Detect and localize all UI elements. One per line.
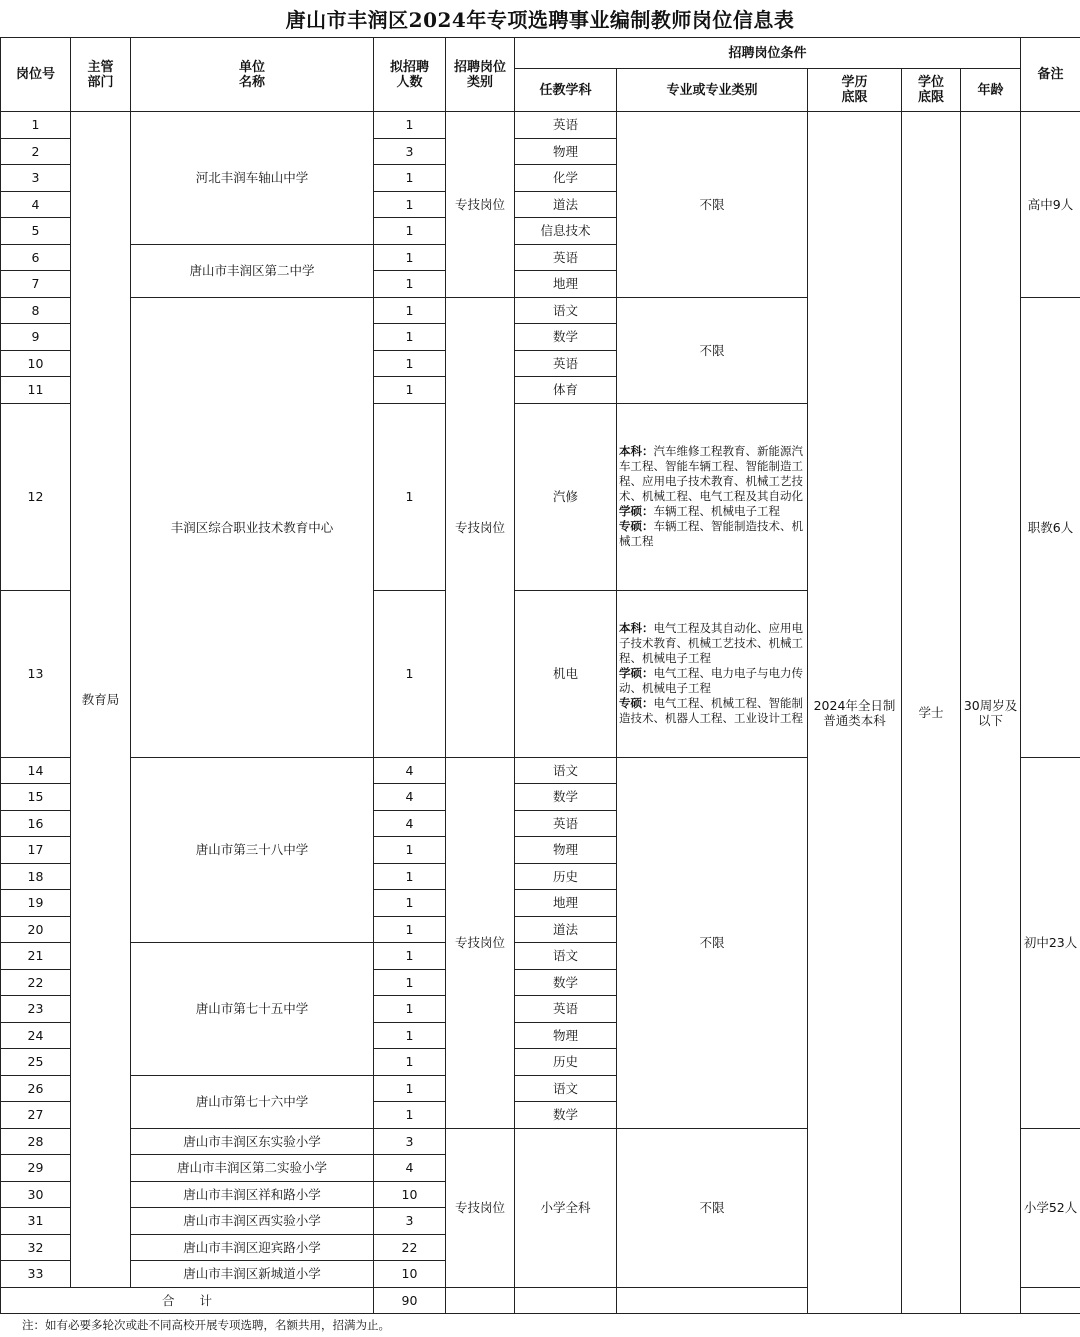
subject-cell: 地理 bbox=[515, 890, 617, 917]
header-age: 年龄 bbox=[961, 69, 1021, 112]
header-unit: 单位 名称 bbox=[131, 38, 374, 112]
post-no: 30 bbox=[1, 1181, 71, 1208]
count-cell: 4 bbox=[374, 810, 446, 837]
count-cell: 22 bbox=[374, 1234, 446, 1261]
post-no: 14 bbox=[1, 757, 71, 784]
subject-cell: 语文 bbox=[515, 1075, 617, 1102]
count-cell: 1 bbox=[374, 165, 446, 192]
unit-cell: 唐山市第三十八中学 bbox=[131, 757, 374, 943]
count-cell: 3 bbox=[374, 138, 446, 165]
category-cell: 专技岗位 bbox=[446, 112, 515, 298]
count-cell: 1 bbox=[374, 1049, 446, 1076]
count-cell: 1 bbox=[374, 403, 446, 590]
category-cell: 专技岗位 bbox=[446, 297, 515, 757]
count-cell: 1 bbox=[374, 112, 446, 139]
post-no: 9 bbox=[1, 324, 71, 351]
subject-cell: 道法 bbox=[515, 916, 617, 943]
header-subject: 任教学科 bbox=[515, 69, 617, 112]
subject-cell: 数学 bbox=[515, 969, 617, 996]
count-cell: 1 bbox=[374, 218, 446, 245]
subject-cell: 英语 bbox=[515, 996, 617, 1023]
post-no: 17 bbox=[1, 837, 71, 864]
post-no: 8 bbox=[1, 297, 71, 324]
header-major: 专业或专业类别 bbox=[617, 69, 808, 112]
post-no: 2 bbox=[1, 138, 71, 165]
post-no: 31 bbox=[1, 1208, 71, 1235]
count-cell: 1 bbox=[374, 916, 446, 943]
remark-cell: 高中9人 bbox=[1021, 112, 1080, 298]
remark-cell: 职教6人 bbox=[1021, 297, 1080, 757]
subject-cell: 英语 bbox=[515, 244, 617, 271]
unit-cell: 河北丰润车轴山中学 bbox=[131, 112, 374, 245]
unit-cell: 唐山市丰润区东实验小学 bbox=[131, 1128, 374, 1155]
count-cell: 4 bbox=[374, 784, 446, 811]
position-table bbox=[0, 37, 1080, 1314]
post-no: 29 bbox=[1, 1155, 71, 1182]
unit-cell: 唐山市丰润区第二实验小学 bbox=[131, 1155, 374, 1182]
count-cell: 4 bbox=[374, 1155, 446, 1182]
category-cell: 专技岗位 bbox=[446, 757, 515, 1128]
count-cell: 1 bbox=[374, 863, 446, 890]
post-no: 18 bbox=[1, 863, 71, 890]
subject-cell: 语文 bbox=[515, 757, 617, 784]
post-no: 25 bbox=[1, 1049, 71, 1076]
unit-cell: 唐山市第七十五中学 bbox=[131, 943, 374, 1076]
empty-cell bbox=[617, 1287, 808, 1314]
category-cell: 专技岗位 bbox=[446, 1128, 515, 1287]
count-cell: 1 bbox=[374, 244, 446, 271]
subject-cell: 历史 bbox=[515, 863, 617, 890]
post-no: 28 bbox=[1, 1128, 71, 1155]
post-no: 26 bbox=[1, 1075, 71, 1102]
count-cell: 3 bbox=[374, 1208, 446, 1235]
count-cell: 1 bbox=[374, 943, 446, 970]
empty-cell bbox=[1021, 1287, 1080, 1314]
post-no: 5 bbox=[1, 218, 71, 245]
post-no: 4 bbox=[1, 191, 71, 218]
post-no: 32 bbox=[1, 1234, 71, 1261]
header-count: 拟招聘 人数 bbox=[374, 38, 446, 112]
post-no: 33 bbox=[1, 1261, 71, 1288]
post-no: 1 bbox=[1, 112, 71, 139]
page-title: 唐山市丰润区2024年专项选聘事业编制教师岗位信息表 bbox=[285, 8, 795, 32]
post-no: 3 bbox=[1, 165, 71, 192]
unit-cell: 唐山市第七十六中学 bbox=[131, 1075, 374, 1128]
header-remark: 备注 bbox=[1021, 38, 1080, 112]
dept-cell: 教育局 bbox=[71, 112, 131, 1288]
post-no: 24 bbox=[1, 1022, 71, 1049]
major-detail-cell: 本科：汽车维修工程教育、新能源汽车工程、智能车辆工程、智能制造工程、应用电子技术教育、机械工艺技术、机械工程、电气工程及其自动化 学硕：车辆工程、机械电子工程 专硕：车辆工程、智能制造技术、机械工程 bbox=[617, 403, 808, 590]
post-no: 23 bbox=[1, 996, 71, 1023]
footnote: 注：如有必要多轮次或赴不同高校开展专项选聘，名额共用，招满为止。 bbox=[22, 1318, 390, 1332]
count-cell: 1 bbox=[374, 1022, 446, 1049]
subject-cell: 物理 bbox=[515, 1022, 617, 1049]
post-no: 27 bbox=[1, 1102, 71, 1129]
subject-cell: 英语 bbox=[515, 350, 617, 377]
post-no: 19 bbox=[1, 890, 71, 917]
subject-cell: 数学 bbox=[515, 324, 617, 351]
major-cell: 不限 bbox=[617, 1128, 808, 1287]
header-conditions: 招聘岗位条件 bbox=[515, 38, 1021, 69]
count-cell: 4 bbox=[374, 757, 446, 784]
age-cell: 30周岁及以下 bbox=[961, 112, 1021, 1314]
major-cell: 不限 bbox=[617, 297, 808, 403]
empty-cell bbox=[446, 1287, 515, 1314]
major-cell: 不限 bbox=[617, 757, 808, 1128]
header-dept: 主管 部门 bbox=[71, 38, 131, 112]
count-cell: 1 bbox=[374, 969, 446, 996]
count-cell: 1 bbox=[374, 271, 446, 298]
unit-cell: 唐山市丰润区祥和路小学 bbox=[131, 1181, 374, 1208]
degree-cell: 学士 bbox=[902, 112, 961, 1314]
unit-cell: 唐山市丰润区西实验小学 bbox=[131, 1208, 374, 1235]
subject-cell: 英语 bbox=[515, 112, 617, 139]
count-cell: 1 bbox=[374, 1102, 446, 1129]
subject-cell: 英语 bbox=[515, 810, 617, 837]
subject-cell: 体育 bbox=[515, 377, 617, 404]
post-no: 20 bbox=[1, 916, 71, 943]
count-cell: 1 bbox=[374, 837, 446, 864]
count-cell: 10 bbox=[374, 1181, 446, 1208]
count-cell: 1 bbox=[374, 191, 446, 218]
post-no: 10 bbox=[1, 350, 71, 377]
subject-cell: 汽修 bbox=[515, 403, 617, 590]
subject-cell: 地理 bbox=[515, 271, 617, 298]
unit-cell: 唐山市丰润区第二中学 bbox=[131, 244, 374, 297]
post-no: 16 bbox=[1, 810, 71, 837]
subject-cell: 小学全科 bbox=[515, 1128, 617, 1287]
header-post-no: 岗位号 bbox=[1, 38, 71, 112]
table-row bbox=[1, 112, 1080, 139]
header-edu: 学历 底限 bbox=[808, 69, 902, 112]
count-cell: 1 bbox=[374, 1075, 446, 1102]
subject-cell: 数学 bbox=[515, 1102, 617, 1129]
count-cell: 1 bbox=[374, 996, 446, 1023]
header-degree: 学位 底限 bbox=[902, 69, 961, 112]
count-cell: 10 bbox=[374, 1261, 446, 1288]
unit-cell: 丰润区综合职业技术教育中心 bbox=[131, 297, 374, 757]
total-label: 合 计 bbox=[1, 1287, 374, 1314]
subject-cell: 物理 bbox=[515, 138, 617, 165]
subject-cell: 数学 bbox=[515, 784, 617, 811]
subject-cell: 信息技术 bbox=[515, 218, 617, 245]
remark-cell: 初中23人 bbox=[1021, 757, 1080, 1128]
subject-cell: 语文 bbox=[515, 297, 617, 324]
major-detail-cell: 本科：电气工程及其自动化、应用电子技术教育、机械工艺技术、机械工程、机械电子工程 学硕：电气工程、电力电子与电力传动、机械电子工程 专硕：电气工程、机械工程、智能制造技术、机器人工程、工业设计工程 bbox=[617, 590, 808, 757]
subject-cell: 语文 bbox=[515, 943, 617, 970]
subject-cell: 历史 bbox=[515, 1049, 617, 1076]
edu-cell: 2024年全日制普通类本科 bbox=[808, 112, 902, 1314]
unit-cell: 唐山市丰润区迎宾路小学 bbox=[131, 1234, 374, 1261]
unit-cell: 唐山市丰润区新城道小学 bbox=[131, 1261, 374, 1288]
post-no: 6 bbox=[1, 244, 71, 271]
empty-cell bbox=[515, 1287, 617, 1314]
count-cell: 1 bbox=[374, 890, 446, 917]
post-no: 7 bbox=[1, 271, 71, 298]
subject-cell: 物理 bbox=[515, 837, 617, 864]
post-no: 22 bbox=[1, 969, 71, 996]
subject-cell: 机电 bbox=[515, 590, 617, 757]
total-value: 90 bbox=[374, 1287, 446, 1314]
post-no: 13 bbox=[1, 590, 71, 757]
count-cell: 3 bbox=[374, 1128, 446, 1155]
subject-cell: 道法 bbox=[515, 191, 617, 218]
post-no: 21 bbox=[1, 943, 71, 970]
post-no: 12 bbox=[1, 403, 71, 590]
post-no: 11 bbox=[1, 377, 71, 404]
count-cell: 1 bbox=[374, 297, 446, 324]
post-no: 15 bbox=[1, 784, 71, 811]
remark-cell: 小学52人 bbox=[1021, 1128, 1080, 1287]
count-cell: 1 bbox=[374, 377, 446, 404]
count-cell: 1 bbox=[374, 324, 446, 351]
subject-cell: 化学 bbox=[515, 165, 617, 192]
count-cell: 1 bbox=[374, 350, 446, 377]
major-cell: 不限 bbox=[617, 112, 808, 298]
count-cell: 1 bbox=[374, 590, 446, 757]
header-category: 招聘岗位 类别 bbox=[446, 38, 515, 112]
